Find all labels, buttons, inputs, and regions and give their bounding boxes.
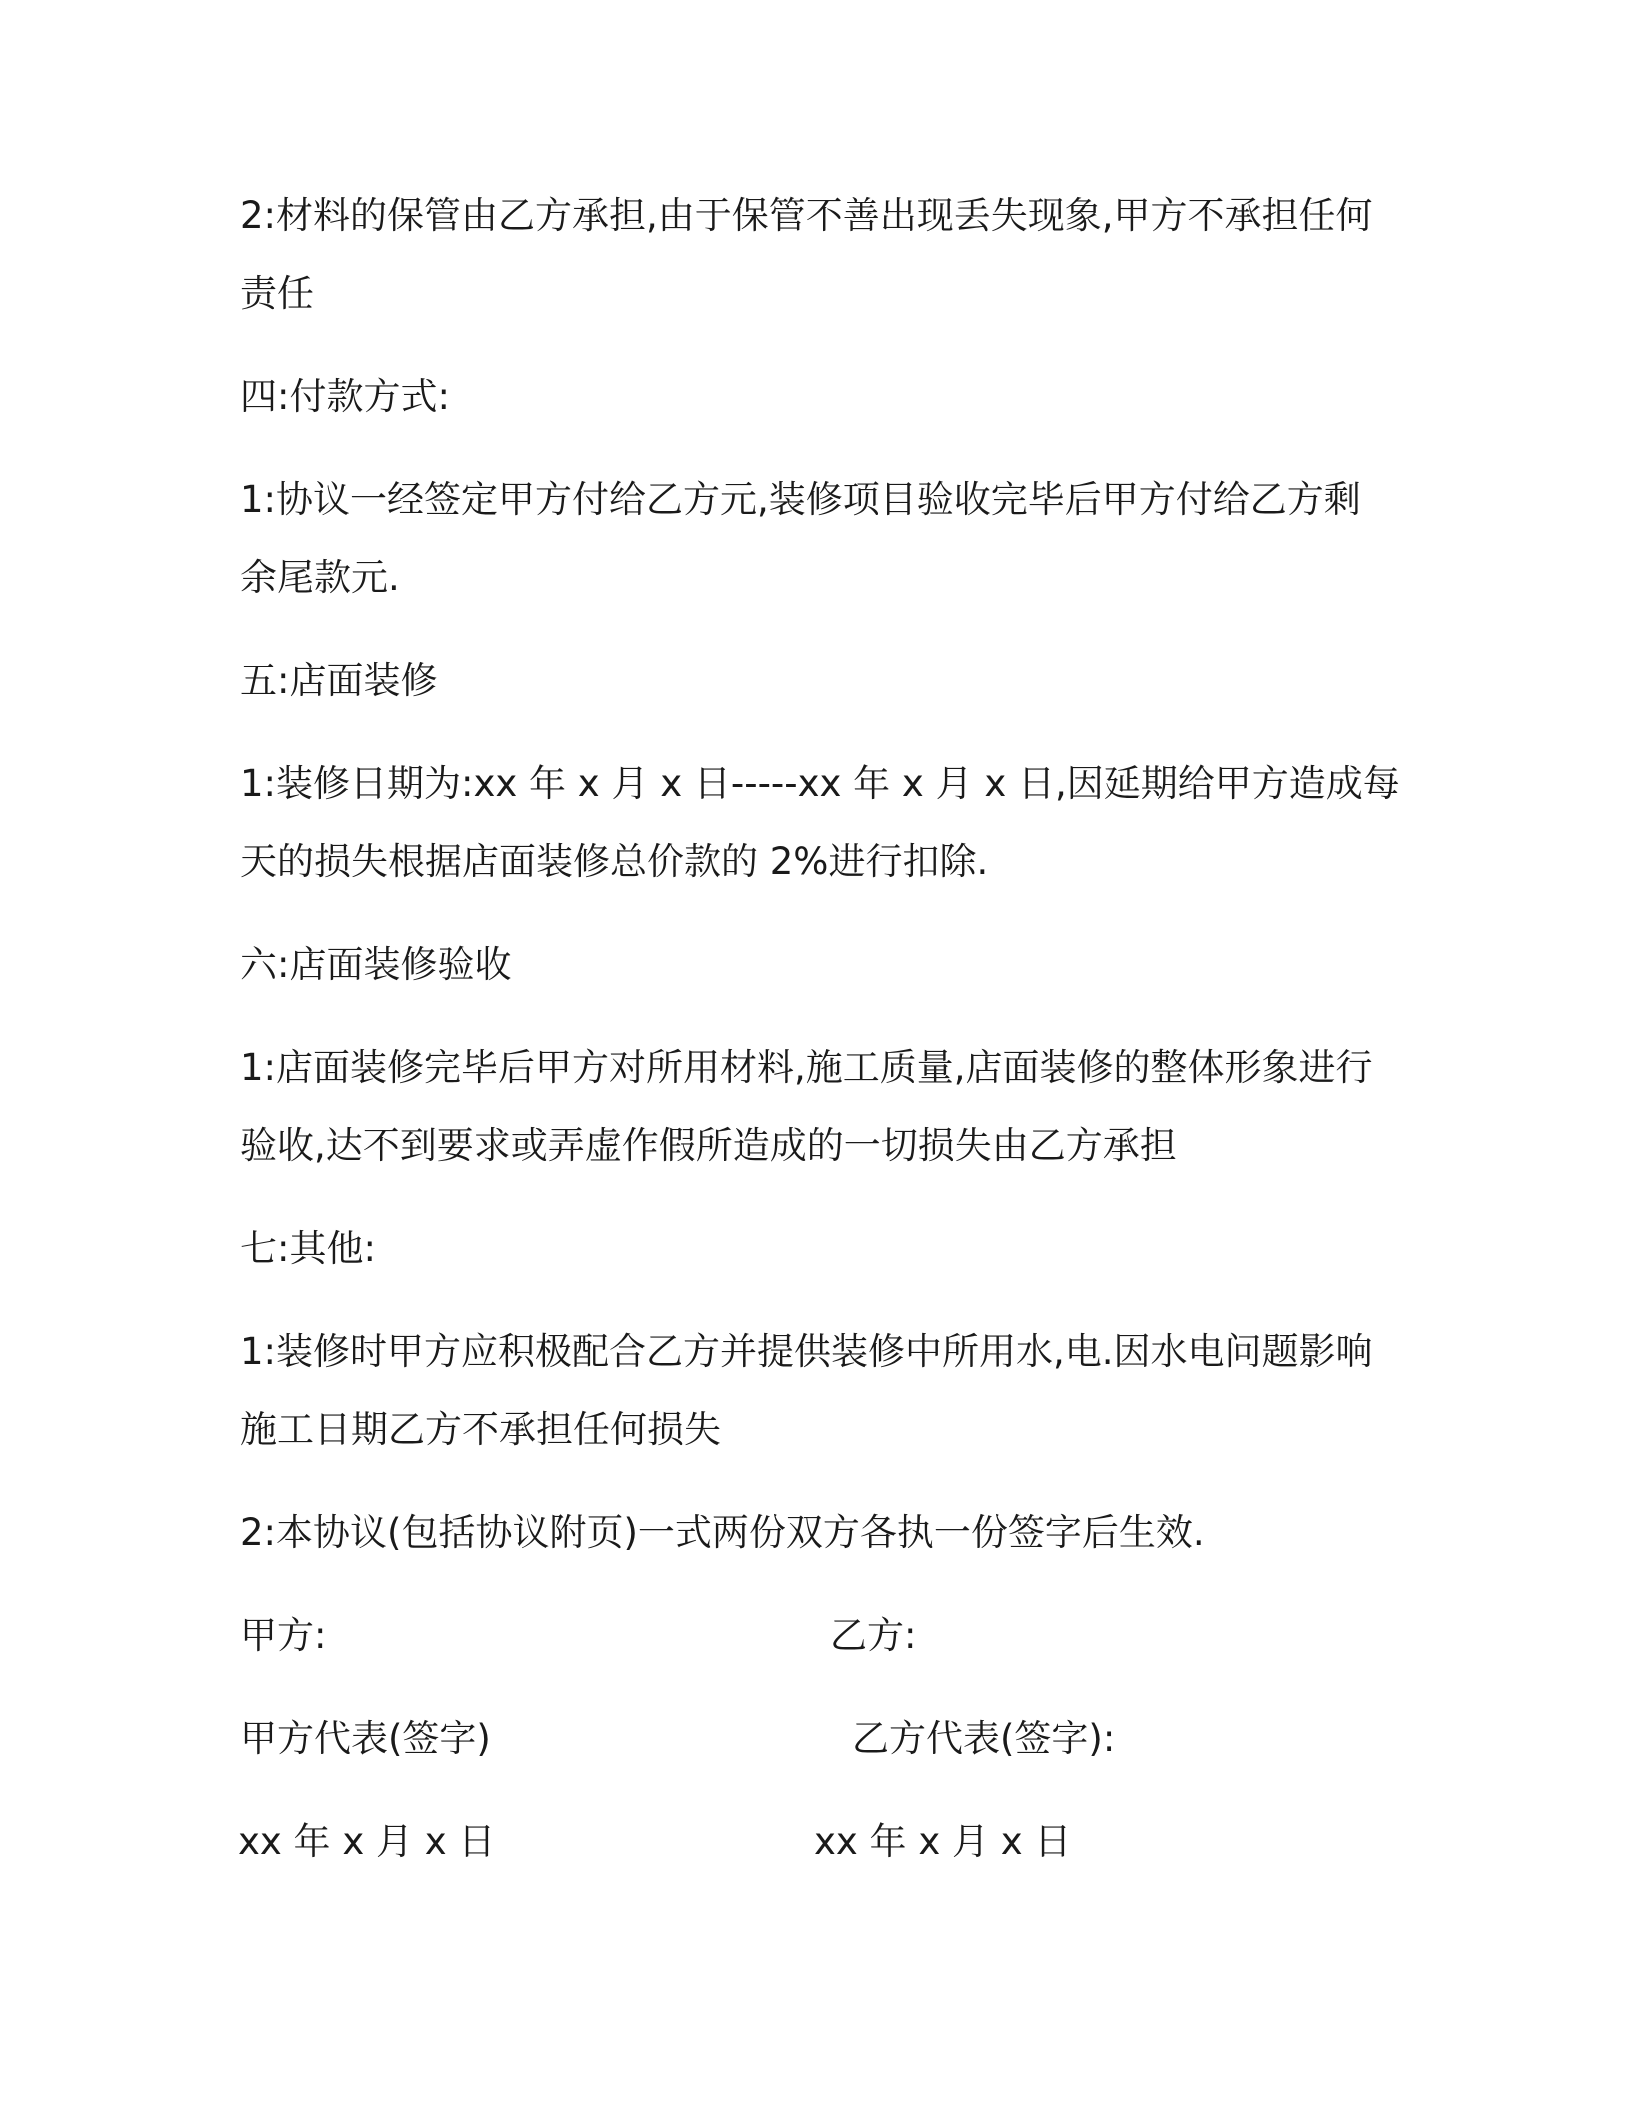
section-5-heading: 五:店面装修 <box>240 659 438 702</box>
party-a-date: xx 年 x 月 x 日 <box>238 1820 496 1863</box>
clause-3-2-line-2: 责任 <box>240 272 314 315</box>
clause-7-2-line-1: 2:本协议(包括协议附页)一式两份双方各执一份签字后生效. <box>240 1511 1205 1554</box>
party-b-date: xx 年 x 月 x 日 <box>814 1820 1072 1863</box>
clause-4-1-line-1: 1:协议一经签定甲方付给乙方元,装修项目验收完毕后甲方付给乙方剩 <box>240 478 1361 521</box>
party-a-label: 甲方: <box>240 1614 327 1657</box>
party-b-label: 乙方: <box>830 1614 917 1657</box>
clause-3-2-line-1: 2:材料的保管由乙方承担,由于保管不善出现丢失现象,甲方不承担任何 <box>240 194 1373 237</box>
clause-5-1-line-1: 1:装修日期为:xx 年 x 月 x 日-----xx 年 x 月 x 日,因延期给甲方造成每 <box>240 762 1400 805</box>
party-b-representative-label: 乙方代表(签字): <box>852 1717 1116 1760</box>
clause-7-1-line-1: 1:装修时甲方应积极配合乙方并提供装修中所用水,电.因水电问题影响 <box>240 1330 1373 1373</box>
section-7-heading: 七:其他: <box>240 1227 376 1270</box>
clause-6-1-line-2: 验收,达不到要求或弄虚作假所造成的一切损失由乙方承担 <box>240 1124 1177 1167</box>
party-a-representative-label: 甲方代表(签字) <box>240 1717 491 1760</box>
clause-4-1-line-2: 余尾款元. <box>240 556 400 599</box>
section-4-heading: 四:付款方式: <box>240 375 450 418</box>
clause-5-1-line-2: 天的损失根据店面装修总价款的 2%进行扣除. <box>240 840 989 883</box>
clause-6-1-line-1: 1:店面装修完毕后甲方对所用材料,施工质量,店面装修的整体形象进行 <box>240 1046 1373 1089</box>
section-6-heading: 六:店面装修验收 <box>240 943 512 986</box>
clause-7-1-line-2: 施工日期乙方不承担任何损失 <box>240 1408 721 1451</box>
